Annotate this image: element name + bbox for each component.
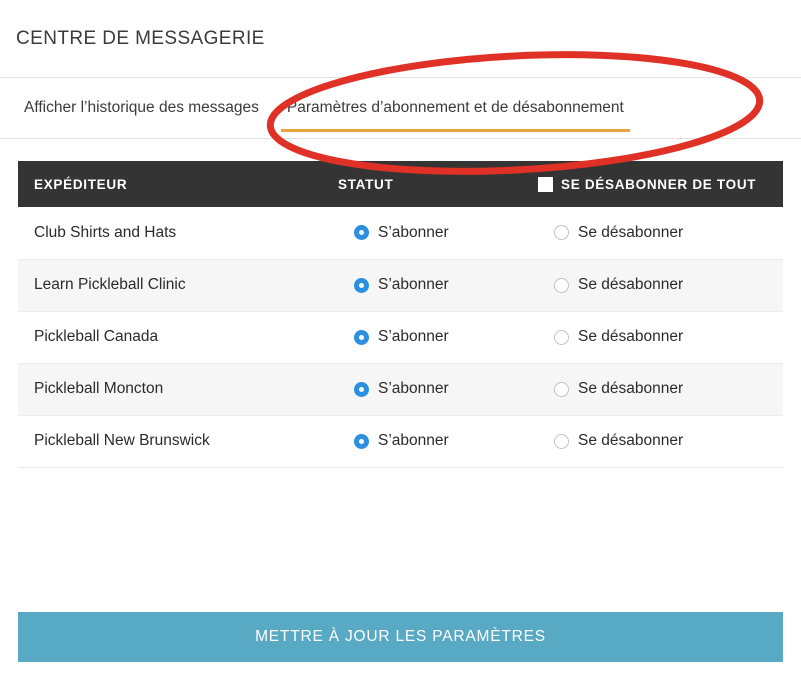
subscribe-radio[interactable] <box>354 278 369 293</box>
subscribe-option[interactable] <box>354 432 538 450</box>
subscribe-option[interactable] <box>354 328 538 346</box>
subscribe-label: S’abonner <box>378 432 449 449</box>
unsubscribe-option[interactable] <box>554 276 783 294</box>
unsubscribe-option[interactable] <box>554 432 783 450</box>
subscribe-radio[interactable] <box>354 434 369 449</box>
cell-status <box>338 415 538 467</box>
unsubscribe-label: Se désabonner <box>578 276 684 293</box>
unsubscribe-all-checkbox[interactable] <box>538 177 553 192</box>
subscribe-label: S’abonner <box>378 328 449 345</box>
cell-unsubscribe <box>538 259 783 311</box>
page-title: CENTRE DE MESSAGERIE <box>16 27 265 49</box>
tab-label: Paramètres d’abonnement et de désabonnement <box>286 99 624 116</box>
unsubscribe-radio[interactable] <box>554 434 569 449</box>
unsubscribe-label: Se désabonner <box>578 432 684 449</box>
cell-sender: Pickleball Moncton <box>18 363 338 415</box>
unsubscribe-label: Se désabonner <box>578 223 684 241</box>
table-row <box>18 259 783 311</box>
unsubscribe-option[interactable] <box>554 380 783 398</box>
unsubscribe-radio[interactable] <box>554 330 569 345</box>
unsubscribe-label: Se désabonner <box>578 328 684 345</box>
subscribe-label: S’abonner <box>378 276 449 293</box>
table-row <box>18 311 783 363</box>
cell-status <box>338 311 538 363</box>
tab-label: Afficher l’historique des messages <box>24 99 259 116</box>
unsubscribe-label: Se désabonner <box>578 380 684 397</box>
subscription-table-wrap <box>18 161 783 468</box>
unsubscribe-radio[interactable] <box>554 225 569 240</box>
cell-sender: Learn Pickleball Clinic <box>18 259 338 311</box>
cell-status <box>338 259 538 311</box>
update-settings-button[interactable]: METTRE À JOUR LES PARAMÈTRES <box>18 612 783 662</box>
table-row <box>18 207 783 259</box>
unsubscribe-all-group <box>538 177 783 192</box>
table-row <box>18 415 783 467</box>
subscribe-option[interactable] <box>354 276 538 294</box>
subscribe-option[interactable] <box>354 224 538 242</box>
cell-sender: Pickleball Canada <box>18 311 338 363</box>
cell-sender: Pickleball New Brunswick <box>18 415 338 467</box>
cell-status <box>338 363 538 415</box>
subscription-table <box>18 161 783 468</box>
column-header-unsubscribe-all <box>538 161 783 207</box>
subscribe-radio[interactable] <box>354 382 369 397</box>
unsubscribe-option[interactable] <box>554 328 783 346</box>
table-row <box>18 363 783 415</box>
tab-subscription-settings[interactable] <box>273 78 638 138</box>
cell-unsubscribe <box>538 415 783 467</box>
subscribe-option[interactable] <box>354 380 538 398</box>
tab-message-history[interactable] <box>10 78 273 138</box>
unsubscribe-radio[interactable] <box>554 382 569 397</box>
table-header-row <box>18 161 783 207</box>
tab-bar <box>0 78 801 139</box>
table-header <box>18 161 783 207</box>
unsubscribe-option[interactable] <box>554 224 783 242</box>
cell-unsubscribe <box>538 311 783 363</box>
cell-status <box>338 207 538 259</box>
subscribe-label: S’abonner <box>378 380 449 397</box>
table-body <box>18 207 783 467</box>
unsubscribe-radio[interactable] <box>554 278 569 293</box>
cell-unsubscribe <box>538 207 783 259</box>
subscribe-radio[interactable] <box>354 225 369 240</box>
unsubscribe-all-label: SE DÉSABONNER DE TOUT <box>561 176 757 192</box>
subscribe-radio[interactable] <box>354 330 369 345</box>
cell-unsubscribe <box>538 363 783 415</box>
column-header-status: STATUT <box>338 161 538 207</box>
column-header-sender: EXPÉDITEUR <box>18 161 338 207</box>
footer-bar <box>18 612 783 662</box>
subscribe-label: S’abonner <box>378 223 449 241</box>
page-header <box>0 0 801 78</box>
cell-sender: Club Shirts and Hats <box>18 207 338 259</box>
